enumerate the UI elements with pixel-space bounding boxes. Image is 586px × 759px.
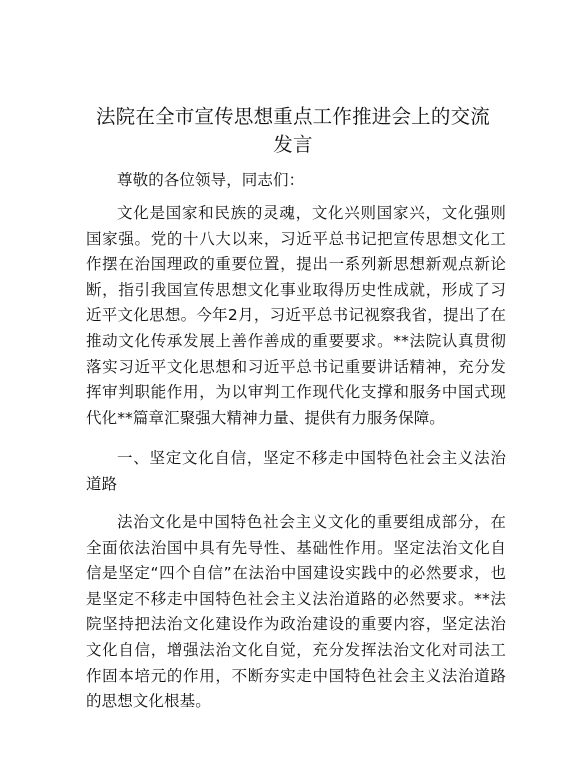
paragraph-2-block <box>86 510 506 715</box>
salutation-block <box>86 168 506 194</box>
salutation: 尊敬的各位领导，同志们： <box>117 171 305 189</box>
paragraph-1: 文化是国家和民族的灵魂，文化兴则国家兴，文化强则国家强。党的十八大以来，习近平总书记把宣传思想文化工作摆在治国理政的重要位置，提出一系列新思想新观点新论断，指引我国宣传思想文化事业取得历史性成就，形成了习近平文化思想。今年2月，习近平总书记视察我省，提出了在推动文化传承发展上善作善成的重要要求。**法院认真贯彻落实习近平文化思想和习近平总书记重要讲话精神，充分发挥审判职能作用，为以审判工作现代化支撑和服务中国式现代化**篇章汇聚强大精神力量、提供有力服务保障。 <box>86 204 506 427</box>
heading-1-block <box>86 446 506 497</box>
document-title <box>78 103 508 159</box>
paragraph-2: 法治文化是中国特色社会主义文化的重要组成部分，在全面依法治国中具有先导性、基础性作用。坚定法治文化自信是坚定“四个自信”在法治中国建设实践中的必然要求，也是坚定不移走中国特色社会主义法治道路的必然要求。**法院坚持把法治文化建设作为政治建设的重要内容，坚定法治文化自信，增强法治文化自觉，充分发挥法治文化对司法工作固本培元的作用，不断夯实走中国特色社会主义法治道路的思想文化根基。 <box>86 513 506 711</box>
title-line-1: 法院在全市宣传思想重点工作推进会上的交流 <box>95 105 490 128</box>
section-heading-1: 一、坚定文化自信，坚定不移走中国特色社会主义法治道路 <box>86 449 506 493</box>
title-line-2: 发言 <box>273 133 313 156</box>
paragraph-1-block <box>86 201 506 431</box>
